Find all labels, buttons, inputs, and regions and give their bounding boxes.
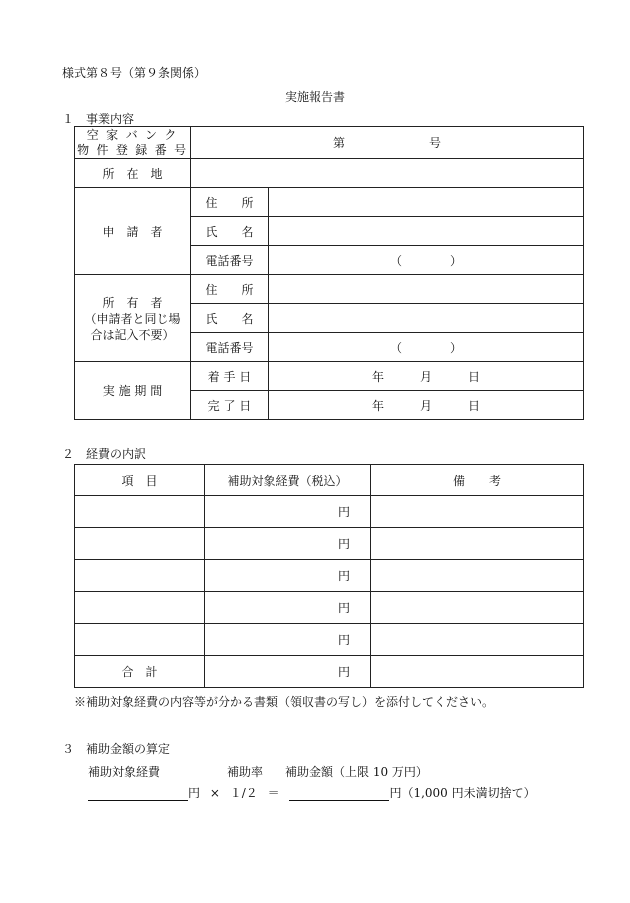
expense-cell[interactable]: 円 [205, 528, 371, 560]
header-remarks: 備 考 [371, 465, 584, 496]
owner-name-label: 氏 名 [191, 304, 269, 333]
header-item: 項 目 [75, 465, 205, 496]
item-cell[interactable] [75, 560, 205, 592]
rate-value: １/２ [229, 786, 258, 800]
owner-address-label: 住 所 [191, 275, 269, 304]
start-date-cell[interactable]: 年 月 日 [269, 362, 584, 391]
item-cell[interactable] [75, 624, 205, 656]
item-cell[interactable] [75, 528, 205, 560]
calculation-line [88, 784, 536, 801]
remarks-cell[interactable] [371, 528, 584, 560]
total-label: 合 計 [75, 656, 205, 688]
times-sign: × [209, 786, 220, 800]
applicant-name-cell[interactable] [269, 217, 584, 246]
owner-name-cell[interactable] [269, 304, 584, 333]
expense-cell[interactable]: 円 [205, 560, 371, 592]
applicant-address-label: 住 所 [191, 188, 269, 217]
akiya-bank-label: 空 家 バ ン ク 物 件 登 録 番 号 [75, 127, 191, 159]
applicant-name-label: 氏 名 [191, 217, 269, 246]
expense-breakdown-table [74, 464, 584, 688]
applicant-phone-cell[interactable]: （ ） [269, 246, 584, 275]
owner-label: 所 有 者 [102, 295, 163, 310]
section3-heading: ３ 補助金額の算定 [62, 742, 171, 756]
rounding-note: 円（1,000 円未満切捨て） [389, 786, 536, 800]
table-row [75, 592, 584, 624]
page-title: 実施報告書 [284, 90, 345, 104]
table-row [75, 560, 584, 592]
total-row [75, 656, 584, 688]
applicant-label: 申 請 者 [75, 188, 191, 275]
expense-cell[interactable]: 円 [205, 592, 371, 624]
label-rate: 補助率 [227, 765, 264, 779]
remarks-cell[interactable] [371, 624, 584, 656]
expense-blank[interactable] [88, 787, 188, 801]
period-label: 実 施 期 間 [75, 362, 191, 420]
end-date-cell[interactable]: 年 月 日 [269, 391, 584, 420]
form-number: 様式第８号（第９条関係） [62, 66, 207, 80]
header-expense: 補助対象経費（税込） [205, 465, 371, 496]
section1-heading: １ 事業内容 [62, 112, 135, 126]
start-date-label: 着 手 日 [191, 362, 269, 391]
location-label: 所 在 地 [75, 159, 191, 188]
yen-unit: 円 [188, 786, 201, 800]
owner-label-cell [75, 275, 191, 362]
item-cell[interactable] [75, 592, 205, 624]
table-row [75, 496, 584, 528]
amount-blank[interactable] [289, 787, 389, 801]
end-date-label: 完 了 日 [191, 391, 269, 420]
expense-cell[interactable]: 円 [205, 496, 371, 528]
owner-address-cell[interactable] [269, 275, 584, 304]
table-row [75, 528, 584, 560]
owner-phone-cell[interactable]: （ ） [269, 333, 584, 362]
label-amount: 補助金額（上限 10 万円） [285, 765, 428, 779]
applicant-phone-label: 電話番号 [191, 246, 269, 275]
remarks-cell[interactable] [371, 592, 584, 624]
label-expense: 補助対象経費 [88, 765, 161, 779]
attachment-note: ※補助対象経費の内容等が分かる書類（領収書の写し）を添付してください。 [74, 695, 495, 709]
equals-sign: ＝ [267, 786, 280, 800]
location-cell[interactable] [191, 159, 584, 188]
remarks-cell[interactable] [371, 496, 584, 528]
expense-cell[interactable]: 円 [205, 624, 371, 656]
owner-note: （申請者と同じ場 合は記入不要） [84, 311, 181, 342]
business-content-table [74, 126, 584, 420]
registration-number-cell[interactable]: 第 号 [191, 127, 584, 159]
applicant-address-cell[interactable] [269, 188, 584, 217]
remarks-cell[interactable] [371, 560, 584, 592]
total-remarks-cell[interactable] [371, 656, 584, 688]
owner-phone-label: 電話番号 [191, 333, 269, 362]
item-cell[interactable] [75, 496, 205, 528]
total-expense-cell[interactable]: 円 [205, 656, 371, 688]
section2-heading: ２ 経費の内訳 [62, 447, 147, 461]
table-row [75, 624, 584, 656]
